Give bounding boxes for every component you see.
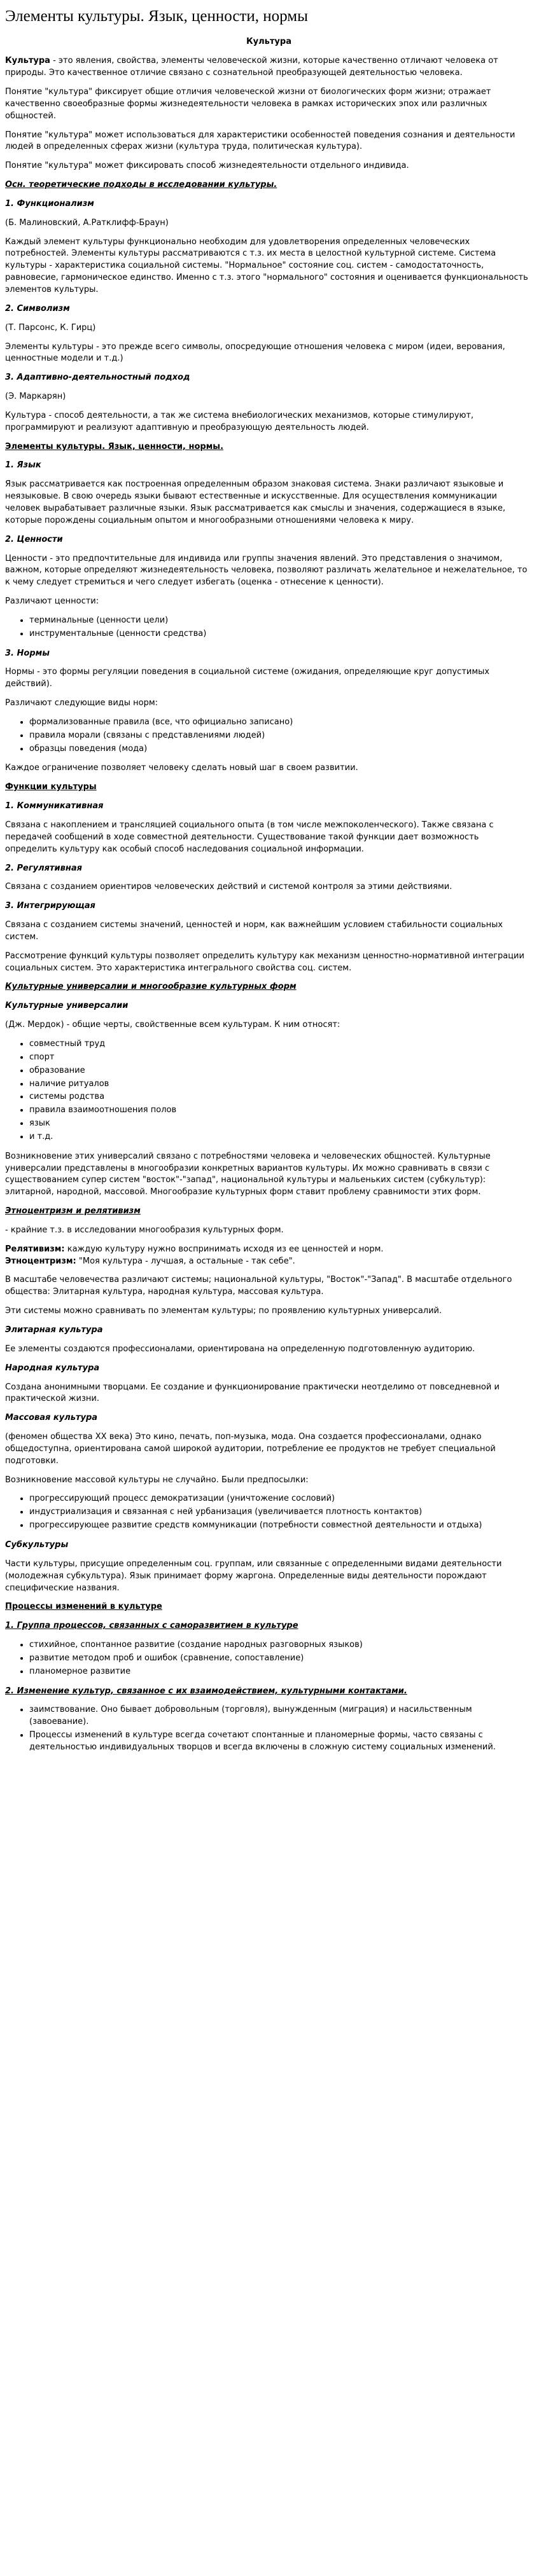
list-item: • терминальные (ценности цели): [29, 615, 533, 627]
list-item: • правила взаимоотношения полов: [29, 1105, 533, 1117]
relativism-line: [5, 1244, 533, 1256]
list-item: • формализованные правила (все, что официально записано): [29, 717, 533, 729]
ethno-text: В масштабе человечества различают системы; национальной культуры, "Восток"-"Запад". В масштабе отдельного общества: Элитарная культура, народная культура, массовая культура.: [5, 1275, 512, 1297]
change-heading: Процессы изменений в культуре: [5, 1602, 162, 1612]
function-title: 3. Интегрирующая: [5, 901, 95, 911]
function-text: Связана с накоплением и трансляцией социального опыта (в том числе межпоколенческого). Также связана с передачей сообщений в ходе совместной деятельности. Существование такой функции дает возможность определить культуру как особый способ наследования социальной информации.: [5, 820, 494, 854]
list-intro: Различают следующие виды норм:: [5, 698, 158, 708]
element-title: 2. Ценности: [5, 534, 63, 544]
approach-title: 1. Функционализм: [5, 198, 94, 209]
section-title-culture: Культура: [246, 36, 291, 46]
approach-text: Каждый элемент культуры функционально необходим для удовлетворения определенных человеческих потребностей. Элементы культуры рассматриваются с т.з. их места в целостной культурной системе. Система культуры - характеристика социальной системы. "Нормальное" состояние соц. систем - самодостаточность, равновесие, гармоническое единство. Именно с т.з. этого "нормального" состояния и оценивается функциональность элементов культуры.: [5, 237, 528, 294]
ethno-text: - крайние т.з. в исследовании многообразия культурных форм.: [5, 1225, 284, 1235]
functions-heading: Функции культуры: [5, 782, 97, 792]
approach-title: 2. Символизм: [5, 303, 70, 313]
universals-list: [5, 1038, 533, 1143]
function-summary: Рассмотрение функций культуры позволяет определить культуру как механизм ценностно-нормативной интеграции социальных систем. Это характеристика интегрального свойства соц. систем.: [5, 951, 524, 973]
list-item: • системы родства: [29, 1091, 533, 1103]
values-list: [5, 615, 533, 640]
ethno-text: Эти системы можно сравнивать по элементам культуры; по проявлению культурных универсалий.: [5, 1306, 442, 1316]
list-item: • развитие методом проб и ошибок (сравнение, сопоставление): [29, 1653, 533, 1665]
element-text: Каждое ограничение позволяет человеку сделать новый шаг в своем развитии.: [5, 763, 358, 773]
list-item: • индустриализация и связанная с ней урбанизация (увеличивается плотность контактов): [29, 1506, 533, 1519]
elements-heading: Элементы культуры. Язык, ценности, нормы.: [5, 441, 224, 451]
relativism-term: Релятивизм:: [5, 1244, 65, 1254]
list-intro: Различают ценности:: [5, 596, 99, 607]
list-item: • планомерное развитие: [29, 1666, 533, 1678]
list-item: • образование: [29, 1065, 533, 1077]
element-text: Нормы - это формы регуляции поведения в социальной системе (ожидания, определяющие круг допустимых действий).: [5, 667, 490, 689]
mass-list: [5, 1493, 533, 1532]
elite-text: Ее элементы создаются профессионалами, ориентирована на определенную подготовленную аудиторию.: [5, 1344, 475, 1354]
norms-list: [5, 717, 533, 755]
universals-heading: Культурные универсалии и многообразие культурных форм: [5, 982, 297, 992]
list-item: • прогрессирующее развитие средств коммуникации (потребности совместной деятельности и отдыха): [29, 1520, 533, 1532]
folk-heading: Народная культура: [5, 1363, 100, 1373]
intro-def-text: - это явления, свойства, элементы человеческой жизни, которые качественно отличают человека от природы. Это качественное отличие связано с сознательной преобразующей деятельностью человека.: [5, 56, 498, 78]
mass-heading: Массовая культура: [5, 1413, 98, 1423]
approaches-heading: Осн. теоретические подходы в исследовании культуры.: [5, 180, 277, 190]
element-title: 1. Язык: [5, 460, 41, 471]
list-item: • совместный труд: [29, 1038, 533, 1050]
function-text: Связана с созданием ориентиров человеческих действий и системой контроля за этими действиями.: [5, 882, 452, 892]
mass-text: (феномен общества XX века) Это кино, печать, поп-музыка, мода. Она создается профессионалами, однако общедоступна, ориентирована самой широкой аудитории, потребление ее продуктов не требует специальной подготовки.: [5, 1432, 496, 1466]
universals-text: Возникновение этих универсалий связано с потребностями человека и человеческих общностей. Культурные универсалии представлены в многообразии конкретных вариантов культуры. Их можно сравнивать в связи с существованием супер систем "восток"-"запад", национальной культуры и мальеньких систем (субкультур): элитарной, народной, массовой. Многообразие культурных форм ставит проблему сравнимости этих форм.: [5, 1151, 491, 1197]
list-item: • и т.д.: [29, 1131, 533, 1143]
ethno-heading: Этноцентризм и релятивизм: [5, 1206, 141, 1216]
relativism-text: каждую культуру нужно воспринимать исходя из ее ценностей и норм.: [64, 1244, 384, 1254]
approach-authors: (Т. Парсонс, К. Гирц): [5, 322, 96, 333]
intro-paragraph: Понятие "культура" фиксирует общие отличия человеческой жизни от биологических форм жизни; отражает качественно своеобразные формы жизнедеятельности человека в рамках исторических эпох или различных общностей.: [5, 87, 491, 121]
approach-title: 3. Адаптивно-деятельностный подход: [5, 373, 190, 383]
intro-paragraph: Понятие "культура" может фиксировать способ жизнедеятельности отдельного индивида.: [5, 161, 409, 171]
list-item: • правила морали (связаны с представлениями людей): [29, 730, 533, 742]
intro-definition: [5, 55, 533, 79]
elite-heading: Элитарная культура: [5, 1325, 103, 1335]
list-item: • стихийное, спонтанное развитие (создание народных разговорных языков): [29, 1639, 533, 1651]
element-text: Ценности - это предпочтительные для индивида или группы значения явлений. Это представления о значимом, важном, которые определяют жизнедеятельность человека, позволяют различать желательное и нежелательное, то к чему следует стремиться и чего следует избегать (оценка - отнесение к ценности).: [5, 553, 528, 588]
intro-term: Культура: [5, 56, 50, 66]
universals-intro: (Дж. Мердок) - общие черты, свойственные всем культурам. К ним относят:: [5, 1020, 340, 1030]
list-item: • прогрессирующий процесс демократизации (уничтожение сословий): [29, 1493, 533, 1505]
list-item: • язык: [29, 1118, 533, 1130]
universals-subheading: Культурные универсалии: [5, 1001, 129, 1011]
list-item: • инструментальные (ценности средства): [29, 628, 533, 640]
function-title: 1. Коммуникативная: [5, 801, 104, 811]
list-item: • заимствование. Оно бывает добровольным (торговля), вынужденным (миграция) и насильственным (завоевание).: [29, 1704, 533, 1728]
approach-text: Культура - способ деятельности, а так же система внебиологических механизмов, которые стимулируют, программируют и реализуют адаптивную и преобразующую деятельность людей.: [5, 410, 474, 432]
intro-paragraph: Понятие "культура" может использоваться для характеристики особенностей поведения сознания и деятельности людей в определенных сферах жизни (культура труда, политическая культура).: [5, 130, 515, 152]
subculture-heading: Субкультуры: [5, 1539, 69, 1550]
page-title: Элементы культуры. Язык, ценности, нормы: [5, 8, 308, 25]
ethnocentrism-text: "Моя культура - лучшая, а остальные - так себе".: [76, 1256, 295, 1266]
list-item: • спорт: [29, 1052, 533, 1064]
element-text: Язык рассматривается как построенная определенным образом знаковая система. Знаки различают языковые и неязыковые. В свою очередь языки бывают естественные и искусственные. Для осуществления коммуникации человек вырабатывает различные языки. Язык рассматривается как смыслы и значения, содержащиеся в языке, которые порождены социальным опытом и многообразными отношениями человека к миру.: [5, 479, 506, 525]
change-group-title: 1. Группа процессов, связанных с саморазвитием в культуре: [5, 1621, 298, 1631]
list-item: • образцы поведения (мода): [29, 743, 533, 755]
approach-authors: (Э. Маркарян): [5, 392, 66, 402]
approach-authors: (Б. Малиновский, А.Ратклифф-Браун): [5, 217, 169, 228]
change-group2-list: [5, 1704, 533, 1753]
change-group-title: 2. Изменение культур, связанное с их взаимодействием, культурными контактами.: [5, 1686, 407, 1696]
ethnocentrism-line: [5, 1256, 533, 1268]
change-group1-list: [5, 1639, 533, 1678]
list-item: • наличие ритуалов: [29, 1078, 533, 1091]
approach-text: Элементы культуры - это прежде всего символы, опосредующие отношения человека с миром (идеи, верования, ценностные модели и т.д.): [5, 341, 505, 364]
ethnocentrism-term: Этноцентризм:: [5, 1256, 76, 1266]
element-title: 3. Нормы: [5, 648, 50, 658]
folk-text: Создана анонимными творцами. Ее создание и функционирование практически неотделимо от повседневной и практической жизни.: [5, 1382, 500, 1404]
list-intro: Возникновение массовой культуры не случайно. Были предпосылки:: [5, 1475, 309, 1485]
function-text: Связана с созданием системы значений, ценностей и норм, как важнейшим условием стабильности социальных систем.: [5, 920, 503, 942]
function-title: 2. Регулятивная: [5, 863, 82, 873]
subculture-text: Части культуры, присущие определенным соц. группам, или связанные с определенными видами деятельности (молодежная субкультура). Язык принимает форму жаргона. Определенные виды деятельности порождают специфические названия.: [5, 1559, 502, 1593]
list-item: • Процессы изменений в культуре всегда сочетают спонтанные и планомерные формы, часто связаны с деятельностью индивидуальных творцов и всегда включены в сложную систему социальных изменений.: [29, 1730, 533, 1754]
